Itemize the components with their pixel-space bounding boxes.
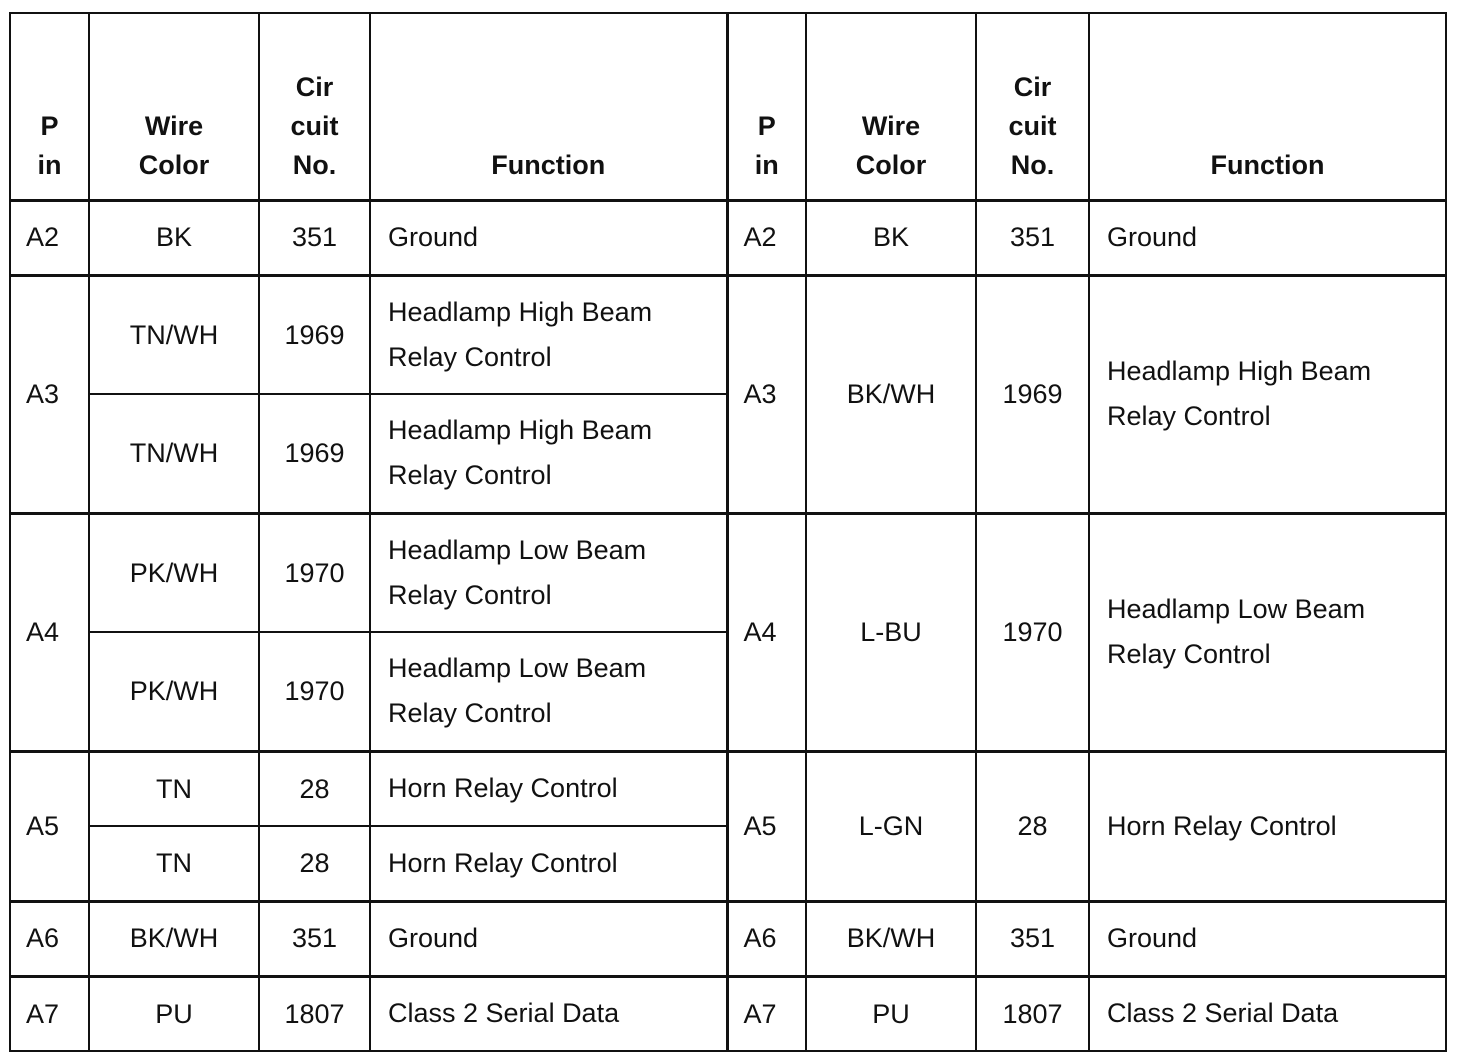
circuit-cell: 351 [976,901,1089,976]
wire-color-cell: PU [89,976,259,1051]
function-cell: Headlamp Low Beam Relay Control [1089,513,1446,751]
function-cell: Headlamp High Beam Relay Control [370,394,727,513]
pin-cell: A7 [727,976,806,1051]
wire-color-cell: BK [806,200,976,275]
function-cell: Horn Relay Control [370,826,727,901]
function-cell: Headlamp High Beam Relay Control [370,275,727,394]
function-cell: Headlamp High Beam Relay Control [1089,275,1446,513]
function-cell: Ground [370,200,727,275]
wire-color-cell: PK/WH [89,632,259,751]
pin-cell: A6 [727,901,806,976]
wire-color-cell: PK/WH [89,513,259,632]
circuit-cell: 351 [259,200,370,275]
circuit-cell: 1969 [976,275,1089,513]
wire-color-cell: TN [89,826,259,901]
wire-color-cell: TN/WH [89,394,259,513]
function-cell: Ground [1089,901,1446,976]
wire-color-cell: BK [89,200,259,275]
header-pin-right: P in [727,13,806,200]
circuit-cell: 28 [259,751,370,826]
function-cell: Headlamp Low Beam Relay Control [370,632,727,751]
function-cell: Ground [1089,200,1446,275]
wire-color-cell: TN [89,751,259,826]
pin-cell: A3 [727,275,806,513]
circuit-cell: 1970 [259,632,370,751]
circuit-cell: 28 [976,751,1089,901]
connector-pinout-table [9,12,1447,1052]
wire-color-cell: BK/WH [89,901,259,976]
header-row [10,13,1446,200]
header-circuit-no-right: Cir cuit No. [976,13,1089,200]
circuit-cell: 1969 [259,275,370,394]
table-row-a3 [10,275,1446,394]
circuit-cell: 351 [259,901,370,976]
circuit-cell: 1807 [259,976,370,1051]
header-function-left: Function [370,13,727,200]
circuit-cell: 28 [259,826,370,901]
circuit-cell: 1970 [259,513,370,632]
wire-color-cell: BK/WH [806,275,976,513]
pin-cell: A5 [727,751,806,901]
header-wire-color-right: Wire Color [806,13,976,200]
table-row-a2 [10,200,1446,275]
header-pin-left: P in [10,13,89,200]
pin-cell: A3 [10,275,89,513]
pin-cell: A7 [10,976,89,1051]
circuit-cell: 1969 [259,394,370,513]
circuit-cell: 351 [976,200,1089,275]
wire-color-cell: L-GN [806,751,976,901]
table-row-a5 [10,751,1446,826]
wire-color-cell: L-BU [806,513,976,751]
table-row-a6 [10,901,1446,976]
function-cell: Horn Relay Control [1089,751,1446,901]
function-cell: Class 2 Serial Data [370,976,727,1051]
function-cell: Class 2 Serial Data [1089,976,1446,1051]
wire-color-cell: PU [806,976,976,1051]
pin-cell: A2 [10,200,89,275]
wire-color-cell: TN/WH [89,275,259,394]
wire-color-cell: BK/WH [806,901,976,976]
pin-cell: A2 [727,200,806,275]
table-row-a4 [10,513,1446,632]
function-cell: Horn Relay Control [370,751,727,826]
header-circuit-no-left: Cir cuit No. [259,13,370,200]
circuit-cell: 1807 [976,976,1089,1051]
header-wire-color-left: Wire Color [89,13,259,200]
pin-cell: A4 [727,513,806,751]
function-cell: Ground [370,901,727,976]
header-function-right: Function [1089,13,1446,200]
function-cell: Headlamp Low Beam Relay Control [370,513,727,632]
circuit-cell: 1970 [976,513,1089,751]
table-row-a7 [10,976,1446,1051]
pin-cell: A4 [10,513,89,751]
pin-cell: A5 [10,751,89,901]
pin-cell: A6 [10,901,89,976]
